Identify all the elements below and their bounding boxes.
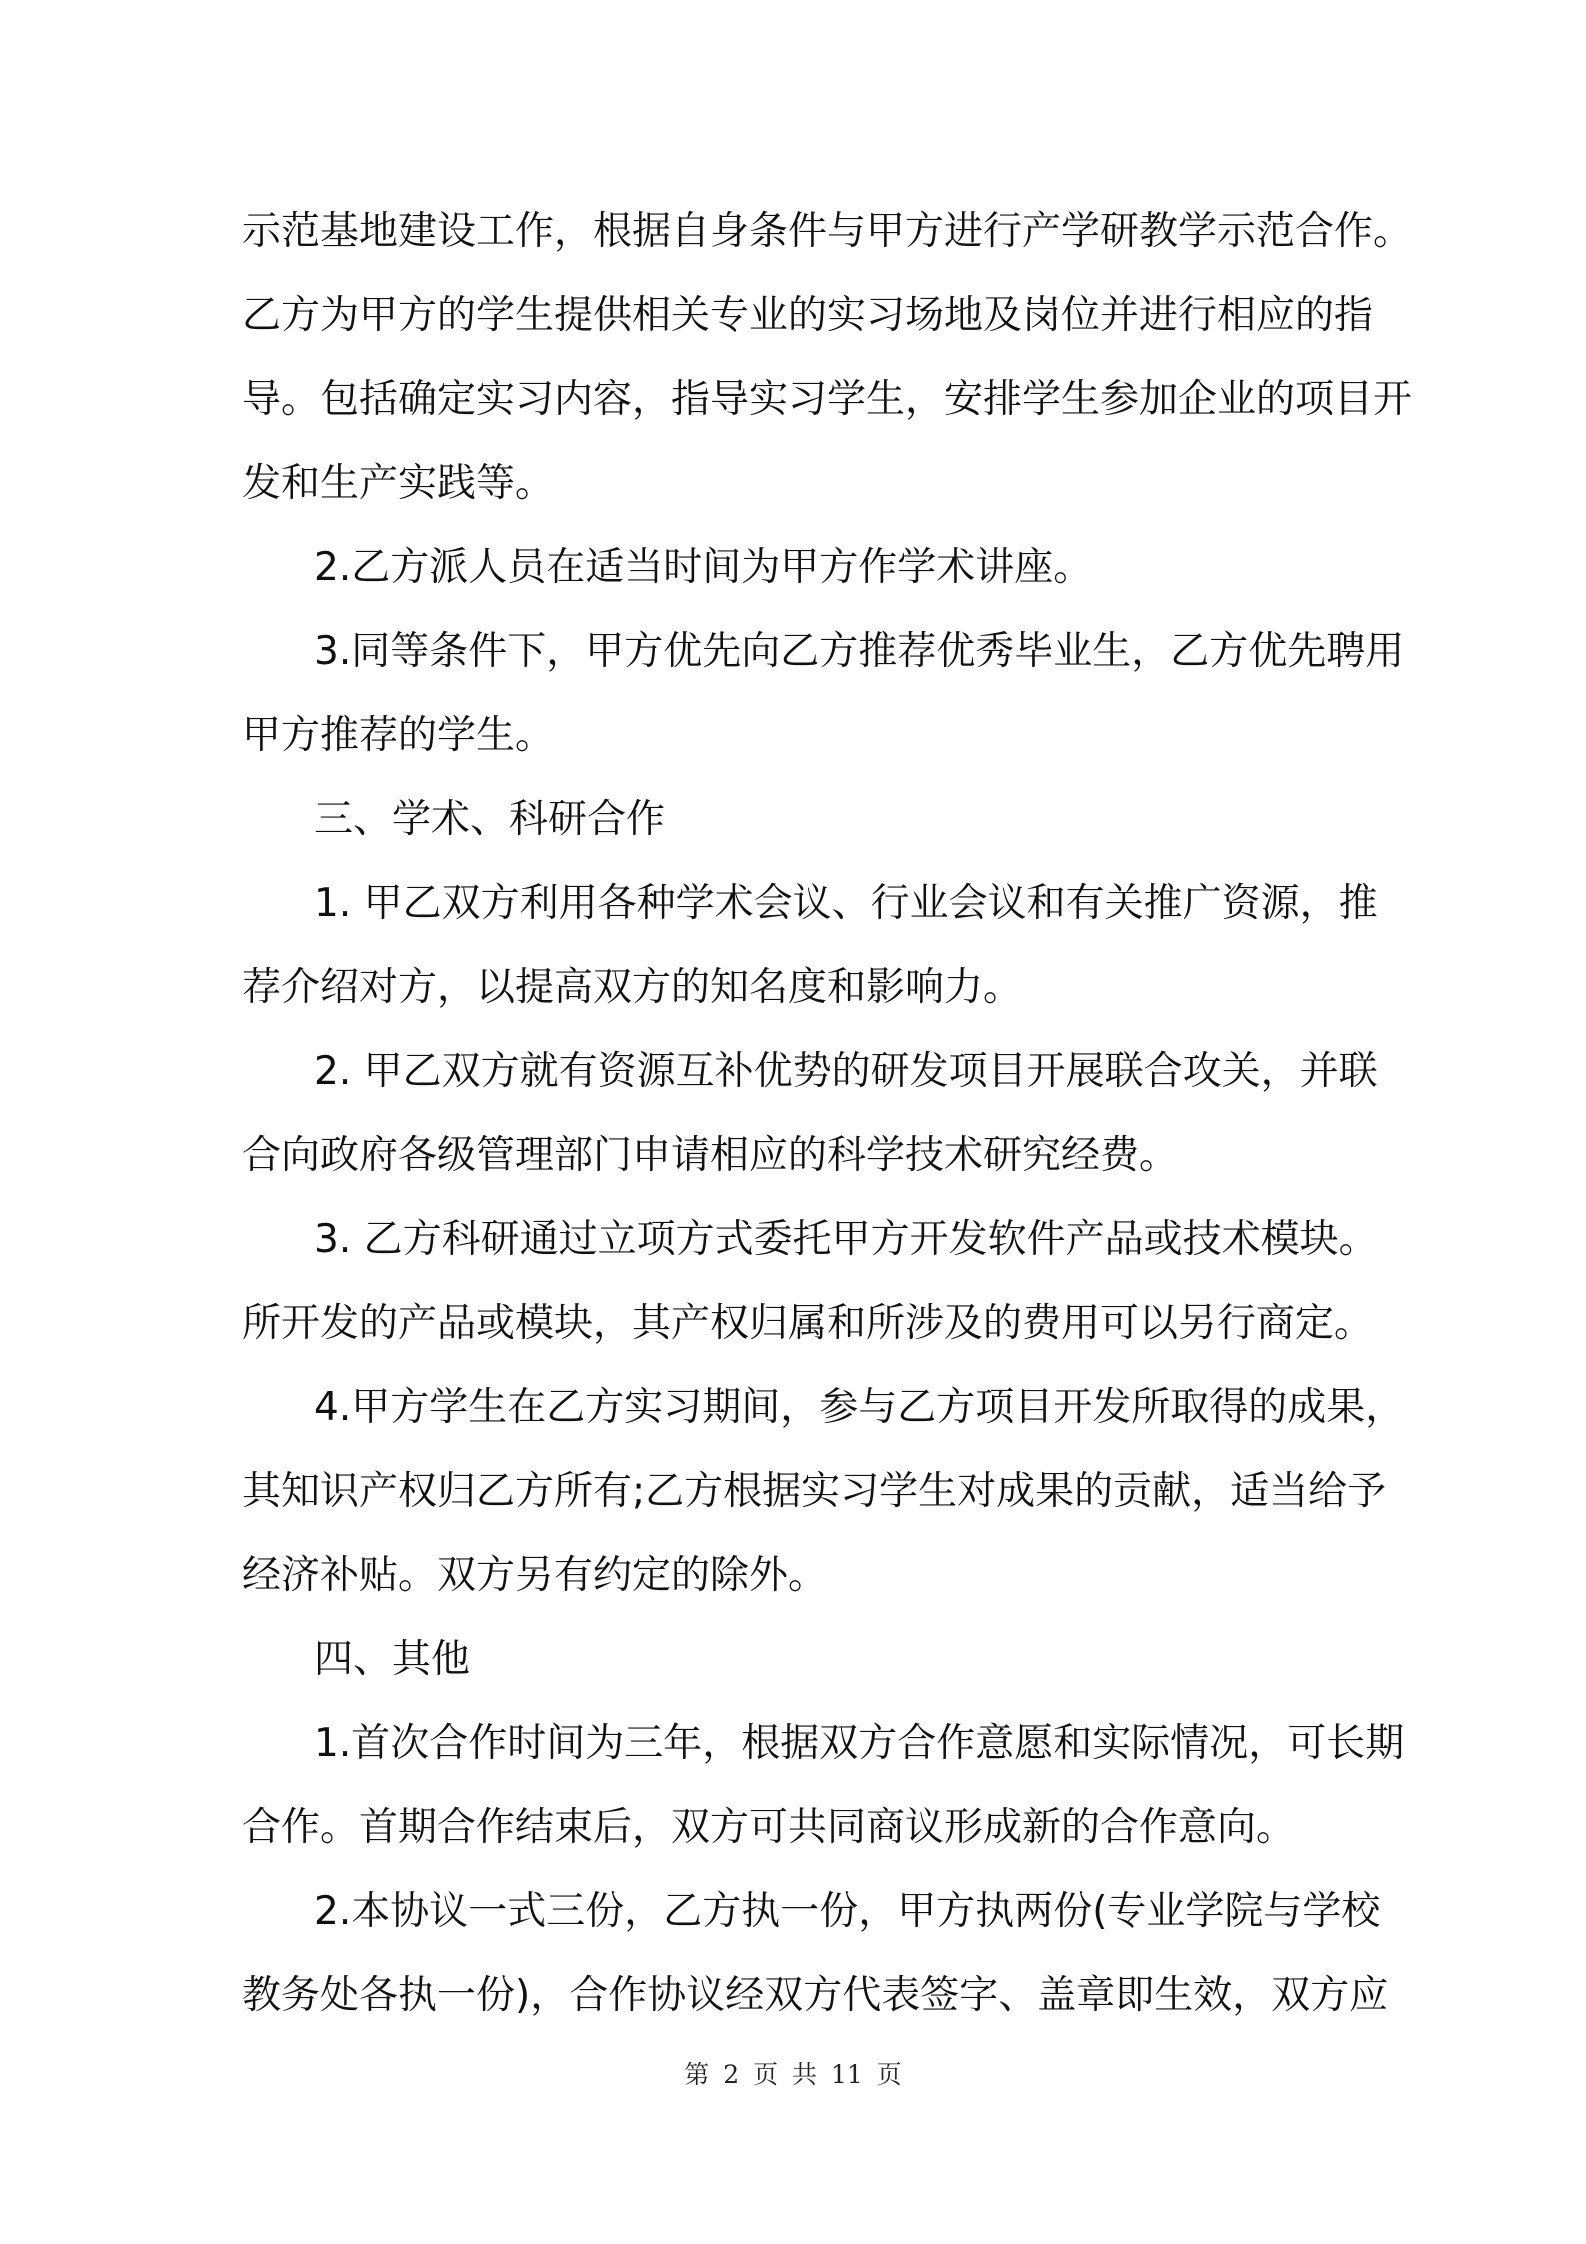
text-line: 1. 甲乙双方利用各种学术会议、行业会议和有关推广资源，推 [314,881,1378,926]
text-line: 发和生产实践等。 [242,461,555,506]
text-line: 2.乙方派人员在适当时间为甲方作学术讲座。 [314,545,1093,590]
text-line: 4.甲方学生在乙方实习期间，参与乙方项目开发所取得的成果， [314,1385,1405,1430]
text-line: 乙方为甲方的学生提供相关专业的实习场地及岗位并进行相应的指 [242,293,1374,338]
text-line: 甲方推荐的学生。 [242,713,555,758]
text-line: 2.本协议一式三份，乙方执一份，甲方执两份(专业学院与学校 [314,1889,1381,1934]
text-line: 教务处各执一份)，合作协议经双方代表签字、盖章即生效，双方应 [242,1973,1389,2018]
text-line: 其知识产权归乙方所有;乙方根据实习学生对成果的贡献，适当给予 [242,1469,1387,1514]
text-line: 经济补贴。双方另有约定的除外。 [242,1553,828,1598]
text-line: 所开发的产品或模块，其产权归属和所涉及的费用可以另行商定。 [242,1301,1374,1346]
text-line: 导。包括确定实习内容，指导实习学生，安排学生参加企业的项目开 [242,377,1413,422]
text-line: 示范基地建设工作，根据自身条件与甲方进行产学研教学示范合作。 [242,209,1413,254]
text-line: 1.首次合作时间为三年，根据双方合作意愿和实际情况，可长期 [314,1721,1405,1766]
text-line: 荐介绍对方，以提高双方的知名度和影响力。 [242,965,1023,1010]
text-line: 3.同等条件下，甲方优先向乙方推荐优秀毕业生，乙方优先聘用 [314,629,1405,674]
text-line: 合作。首期合作结束后，双方可共同商议形成新的合作意向。 [242,1805,1296,1850]
text-line: 2. 甲乙双方就有资源互补优势的研发项目开展联合攻关，并联 [314,1049,1378,1094]
section-heading: 三、学术、科研合作 [314,797,666,842]
page-number-footer: 第 2 页 共 11 页 [684,2060,902,2089]
section-heading: 四、其他 [314,1637,471,1682]
document-body [242,190,1413,2038]
text-line: 合向政府各级管理部门申请相应的科学技术研究经费。 [242,1133,1179,1178]
text-line: 3. 乙方科研通过立项方式委托甲方开发软件产品或技术模块。 [314,1217,1378,1262]
